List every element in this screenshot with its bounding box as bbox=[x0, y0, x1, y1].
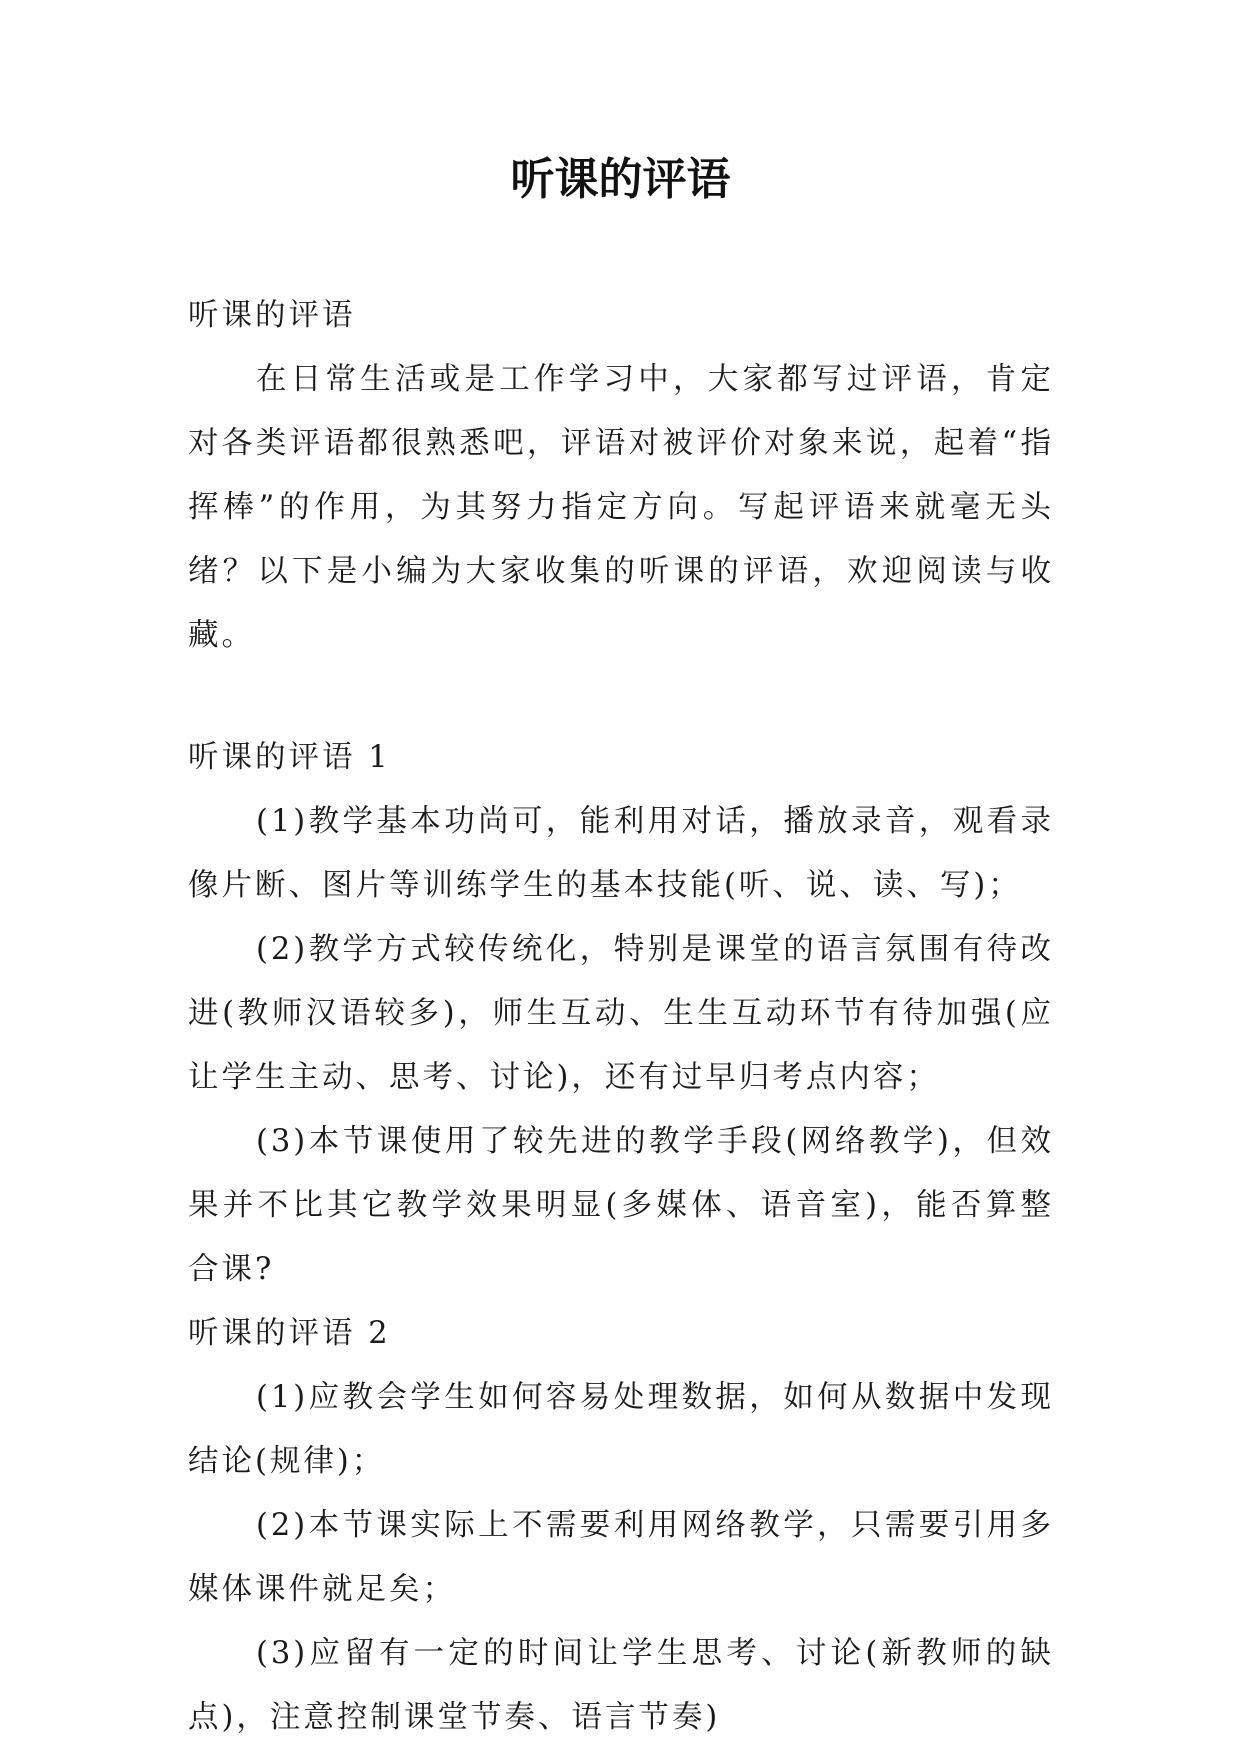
section-2-item-3: (3)应留有一定的时间让学生思考、讨论(新教师的缺点)，注意控制课堂节奏、语言节奏) bbox=[188, 1636, 1054, 1735]
section-1-item-3: (3)本节课使用了较先进的教学手段(网络教学)，但效果并不比其它教学效果明显(多媒体、语音室)，能否算整合课? bbox=[188, 1124, 1054, 1287]
section-2-item-2: (2)本节课实际上不需要利用网络教学，只需要引用多媒体课件就足矣； bbox=[188, 1508, 1054, 1607]
subtitle: 听课的评语 bbox=[188, 298, 356, 333]
section-heading-2: 听课的评语 2 bbox=[188, 1316, 391, 1351]
section-1-item-2: (2)教学方式较传统化，特别是课堂的语言氛围有待改进(教师汉语较多)，师生互动、生生互动环节有待加强(应让学生主动、思考、讨论)，还有过早归考点内容； bbox=[188, 932, 1054, 1095]
section-heading-1: 听课的评语 1 bbox=[188, 740, 391, 775]
section-2-item-1: (1)应教会学生如何容易处理数据，如何从数据中发现结论(规律)； bbox=[188, 1380, 1054, 1479]
document-title: 听课的评语 bbox=[510, 154, 731, 205]
document-body bbox=[188, 284, 1054, 1750]
intro-paragraph: 在日常生活或是工作学习中，大家都写过评语，肯定对各类评语都很熟悉吧，评语对被评价对象来说，起着“指挥棒”的作用，为其努力指定方向。写起评语来就毫无头绪？以下是小编为大家收集的听课的评语，欢迎阅读与收藏。 bbox=[188, 362, 1054, 653]
section-gap bbox=[188, 668, 1054, 726]
section-1-item-1: (1)教学基本功尚可，能利用对话，播放录音，观看录像片断、图片等训练学生的基本技能(听、说、读、写)； bbox=[188, 804, 1054, 903]
